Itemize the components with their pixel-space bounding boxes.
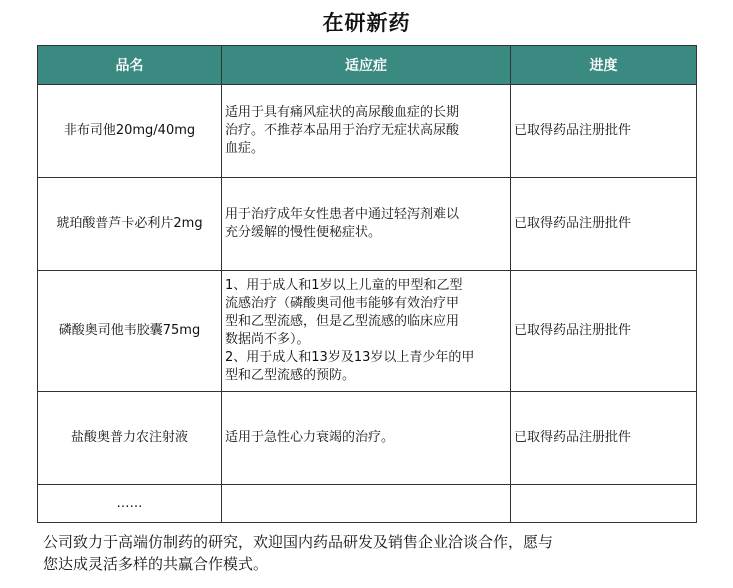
indication-line: 适用于急性心力衰竭的治疗。 bbox=[225, 430, 395, 445]
progress-cell: 已取得药品注册批件 bbox=[511, 178, 697, 271]
column-header-progress: 进度 bbox=[511, 46, 697, 85]
progress-cell: 已取得药品注册批件 bbox=[511, 85, 697, 178]
column-header-name: 品名 bbox=[38, 46, 222, 85]
indication-cell bbox=[222, 485, 511, 523]
indication-cell bbox=[222, 178, 511, 271]
indication-line: 型和乙型流感，但是乙型流感的临床应用 bbox=[225, 314, 460, 329]
footer-line: 您达成灵活多样的共赢合作模式。 bbox=[43, 555, 269, 573]
indication-line: 血症。 bbox=[225, 141, 265, 156]
drug-name-cell: 磷酸奥司他韦胶囊75mg bbox=[38, 271, 222, 392]
table-row bbox=[38, 485, 697, 523]
drug-name-cell: 盐酸奥普力农注射液 bbox=[38, 392, 222, 485]
indication-line: 型和乙型流感的预防。 bbox=[225, 368, 356, 383]
indication-line: 治疗。不推荐本品用于治疗无症状高尿酸 bbox=[225, 123, 460, 138]
table-row bbox=[38, 178, 697, 271]
drug-name-cell: …… bbox=[38, 485, 222, 523]
footer-line: 公司致力于高端仿制药的研究，欢迎国内药品研发及销售企业洽谈合作，愿与 bbox=[43, 533, 554, 551]
indication-line: 充分缓解的慢性便秘症状。 bbox=[225, 225, 382, 240]
indication-line: 1、用于成人和1岁以上儿童的甲型和乙型 bbox=[225, 278, 463, 293]
progress-cell: 已取得药品注册批件 bbox=[511, 392, 697, 485]
indication-cell bbox=[222, 392, 511, 485]
drug-table bbox=[37, 45, 697, 523]
footer-note bbox=[43, 531, 703, 575]
drug-name-cell: 非布司他20mg/40mg bbox=[38, 85, 222, 178]
indication-cell bbox=[222, 85, 511, 178]
column-header-indication: 适应症 bbox=[222, 46, 511, 85]
indication-line: 用于治疗成年女性患者中通过轻泻剂难以 bbox=[225, 207, 460, 222]
indication-line: 数据尚不多）。 bbox=[225, 332, 310, 347]
drug-name-cell: 琥珀酸普芦卡必利片2mg bbox=[38, 178, 222, 271]
page-title: 在研新药 bbox=[322, 10, 411, 35]
table-row bbox=[38, 85, 697, 178]
table-header-row bbox=[38, 46, 697, 85]
progress-cell bbox=[511, 485, 697, 523]
progress-cell: 已取得药品注册批件 bbox=[511, 271, 697, 392]
table-row bbox=[38, 392, 697, 485]
indication-cell bbox=[222, 271, 511, 392]
indication-line: 适用于具有痛风症状的高尿酸血症的长期 bbox=[225, 105, 460, 120]
indication-line: 2、用于成人和13岁及13岁以上青少年的甲 bbox=[225, 350, 475, 365]
indication-line: 流感治疗（磷酸奥司他韦能够有效治疗甲 bbox=[225, 296, 460, 311]
table-row bbox=[38, 271, 697, 392]
